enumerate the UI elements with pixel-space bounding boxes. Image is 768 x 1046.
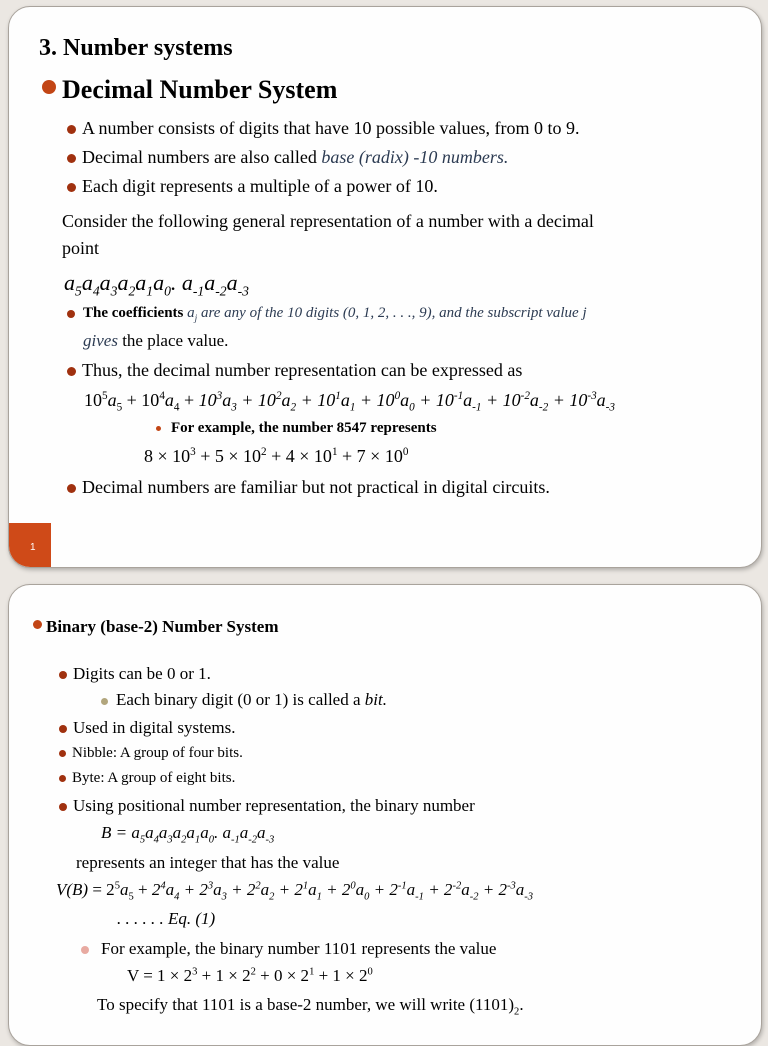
bullet-text: Used in digital systems. [73,718,236,737]
example-text: For example, the number 8547 represents [171,420,437,436]
bullet-text: Thus, the decimal number representation can be expressed as [82,360,523,380]
bullet-dot-icon [67,310,75,318]
bullet-text: Decimal numbers are also called [82,147,322,167]
decimal-expansion-formula: $10^5a_5 + 10^4a_4 + 10^3a_3 + 10^2a_2 + 10^1a_1 + 10^0a_0 + 10^{-1}a_{-1} + 10^{-2}a_{-2} + 10^{-3}a_{-3}$ [84,390,615,414]
slide-number-box [9,523,51,567]
section-heading: 3. Number systems [39,35,233,61]
bullet-familiar [67,477,550,498]
specify-text: To specify that 1101 is a base-2 number, we will write (1101) [97,995,515,1014]
bullet-dot-icon [59,775,66,782]
bullet-byte [59,770,235,787]
coeff-aj: $a_j$ [187,305,198,324]
slide-number: 1 [30,542,36,553]
consider-line-2: point [62,238,100,258]
binary-b-formula: $B = a_5a_4a_3a_2a_1a_0$. $a_{-1}a_{-2}a_{-3}$ [101,823,275,846]
consider-line-1: Consider the following general representation of a number with a decimal [62,211,594,231]
coeff-prefix: The coefficients [83,305,188,321]
bullet-text: Byte: A group of eight bits. [72,770,236,786]
equation-label: . . . . . . Eq. (1) [117,909,216,928]
binary-1101-formula: $V = 1 \times 2^3 + 1 \times 2^2 + 0 \times 2^1 + 1 \times 2^0$ [127,966,373,985]
bullet-power [67,176,438,197]
bullet-positional [59,796,475,816]
bullet-text: Digits can be 0 or 1. [73,664,211,683]
bullet-text: Each binary digit (0 or 1) is called a [116,690,365,709]
bullet-dot-icon [81,946,89,954]
bullet-dot-icon [67,367,76,376]
bullet-dot-icon [67,183,76,192]
bullet-radix [67,147,508,168]
coeff-rest: the place value. [117,331,229,350]
coeff-italic: are any of the 10 digits (0, 1, 2, . . ., 9), and the subscript value j [197,305,587,321]
bullet-text: Nibble: A group of four bits. [72,745,243,761]
binary-title-row [33,617,278,637]
bullet-text: Each digit represents a multiple of a power of 10. [82,176,438,196]
bullet-dot-icon [42,80,56,94]
bullet-digits [67,118,579,139]
slide-2 [8,584,762,1046]
bullet-dot-icon [59,803,67,811]
bullet-used [59,718,235,738]
bullet-nibble [59,745,243,762]
binary-title: Binary (base-2) Number System [46,617,279,636]
bullet-text: A number consists of digits that have 10 possible values, from 0 to 9. [82,118,580,138]
bullet-dot-icon [67,125,76,134]
binary-value-formula: $V(B) = 2^5a_5 + 2^4a_4 + 2^3a_3 + 2^2a_2 + 2^1a_1 + 2^0a_0 + 2^{-1}a_{-1} + 2^{-2}a_{-2} + 2^{-3}a_{-3}$ [56,880,534,903]
base-radix-text: base (radix) -10 numbers. [321,147,509,167]
general-representation: $a_5a_4a_3a_2a_1a_0$. $a_{-1}a_{-2}a_{-3}$ [64,270,249,299]
bullet-dot-icon [59,725,67,733]
example-8547-formula: $8 \times 10^3 + 5 \times 10^2 + 4 \times 10^1 + 7 \times 10^0$ [144,446,409,466]
bullet-dot-icon [59,671,67,679]
bullet-dot-icon [59,750,66,757]
slide-1 [8,6,762,568]
binary-example-row [81,939,496,959]
coeff-gives: gives [83,331,118,350]
bullet-text: Using positional number representation, the binary number [73,796,475,815]
bullet-digits-binary [59,664,211,684]
represents-line: represents an integer that has the value [76,853,340,872]
example-row [156,420,437,437]
bullet-text: Decimal numbers are familiar but not practical in digital circuits. [82,477,550,497]
bullet-bit [101,690,387,710]
coefficients-line-2 [83,331,228,351]
coefficients-line-1 [67,305,587,322]
decimal-title: Decimal Number System [62,75,338,104]
bullet-dot-icon [101,698,108,705]
bullet-text: For example, the binary number 1101 represents the value [101,939,497,958]
bullet-dot-icon [67,154,76,163]
bullet-thus [67,360,522,381]
bullet-dot-icon [156,426,161,431]
bit-word: bit. [364,690,387,709]
bullet-dot-icon [67,484,76,493]
specify-line: To specify that 1101 is a base-2 number, we will write $(1101)_2$. [97,995,524,1018]
decimal-title-row [42,75,337,105]
bullet-dot-icon [33,620,42,629]
